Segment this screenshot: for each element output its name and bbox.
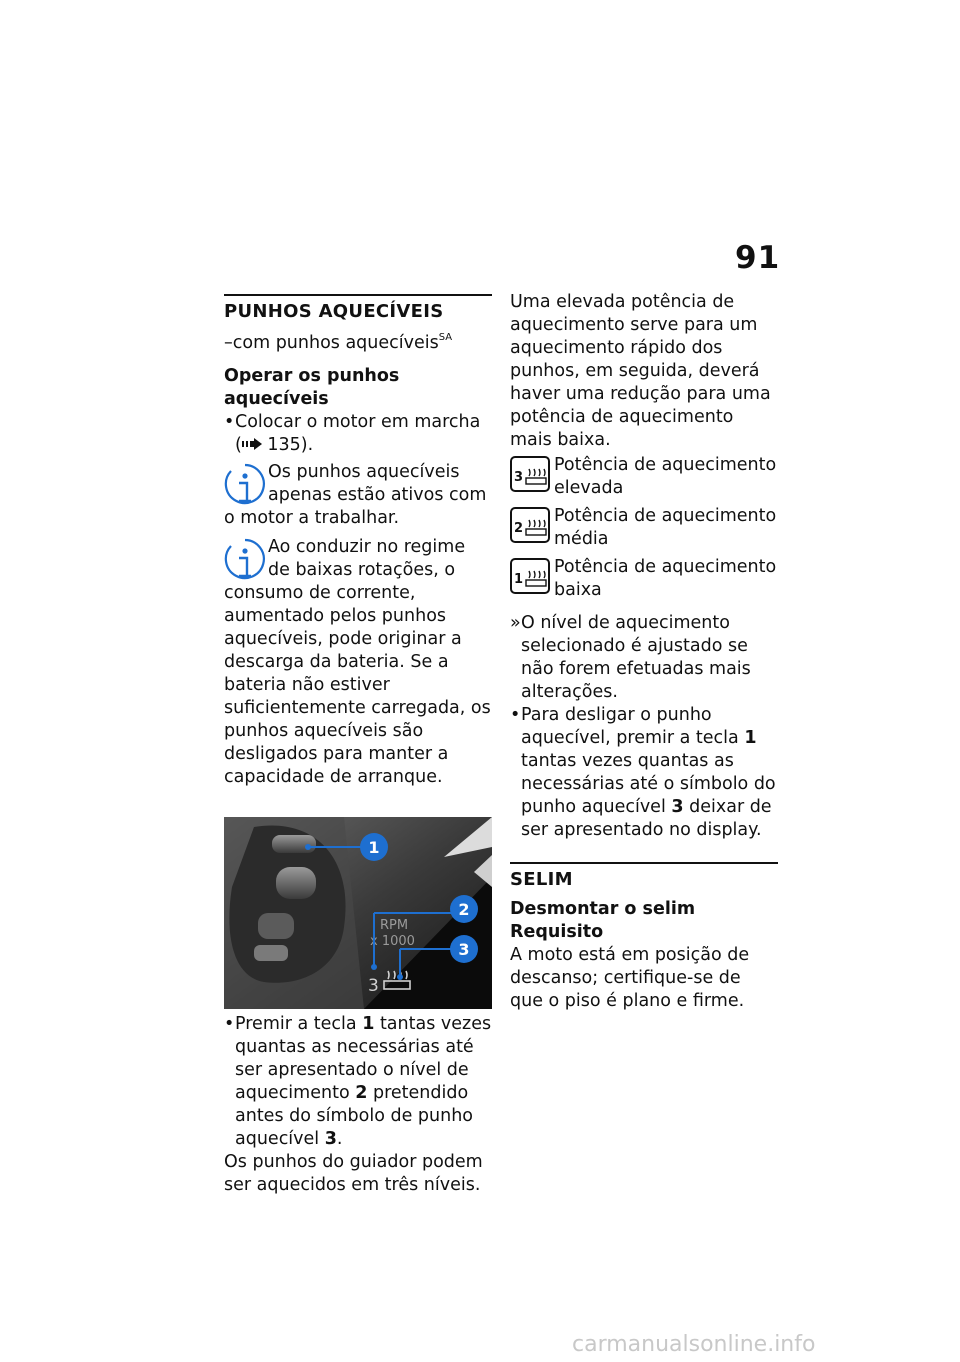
page-ref-arrow-icon xyxy=(242,435,262,455)
subtitle-line xyxy=(224,326,492,355)
handlebar-switch-figure xyxy=(224,817,492,1009)
heating-level-low xyxy=(510,556,778,602)
bullet-dot: • xyxy=(224,1014,235,1034)
heating-level-list xyxy=(510,454,778,602)
result-mark: » xyxy=(510,613,521,633)
bullet-switch-off: • Para desligar o punho aquecível, premir a tecla 1 tantas vezes quantas as necessárias até o símbolo do punho aquecível 3 deixar de ser apresentado no display. xyxy=(510,705,776,840)
bullet-dot: • xyxy=(510,705,521,725)
intro-paragraph: Uma elevada potência de aquecimento serve para um aquecimento rápido dos punhos, em seguida, deverá haver uma redução para uma potência de aquecimento mais baixa. xyxy=(510,292,771,450)
callout-1-label: 1 xyxy=(368,838,380,857)
heated-grip-level-3-icon xyxy=(510,456,550,492)
callout-2-label: 2 xyxy=(458,900,470,919)
info-note-engine-running: Os punhos aquecíveis apenas estão ativos com o motor a trabalhar. xyxy=(224,462,487,528)
svg-text:2: 2 xyxy=(514,521,524,536)
page-ref-text: 135). xyxy=(261,435,314,455)
rpm-label: RPM xyxy=(380,918,409,933)
bullet-dot: • xyxy=(224,412,235,432)
result-note: » O nível de aquecimento selecionado é ajustado se não forem efetuadas mais alterações. xyxy=(510,613,751,702)
remove-seat-heading: Desmontar o selim xyxy=(510,899,696,919)
bullet-press-button: • Premir a tecla 1 tantas vezes quantas as necessárias até ser apresentado o nível de aquecimento 2 pretendido antes do símbolo de punho aquecível 3. xyxy=(224,1014,492,1149)
watermark: carmanualsonline.info xyxy=(572,1332,816,1357)
subtitle-text: –com punhos aquecíveis xyxy=(224,333,439,353)
left-column xyxy=(224,294,492,1197)
callout-3-label: 3 xyxy=(458,940,470,959)
heated-grip-level-2-icon xyxy=(510,507,550,543)
right-column xyxy=(510,294,778,1013)
display-level-digit: 3 xyxy=(368,976,379,996)
bullet1-text: Colocar o motor em marcha xyxy=(235,412,481,432)
heating-level-high xyxy=(510,454,778,500)
rpm-unit: x 1000 xyxy=(370,934,415,949)
bullet-start-engine: • Colocar o motor em marcha ( 135). xyxy=(224,412,481,455)
three-levels-paragraph: Os punhos do guiador podem ser aquecidos em três níveis. xyxy=(224,1152,483,1195)
operate-heading: Operar os punhos aquecíveis xyxy=(224,366,400,409)
heating-level-medium-label: Potência de aquecimento média xyxy=(554,506,777,549)
heating-level-high-label: Potência de aquecimento elevada xyxy=(554,455,777,498)
svg-text:1: 1 xyxy=(514,572,524,587)
heating-level-medium xyxy=(510,505,778,551)
section-title-seat: SELIM xyxy=(510,862,778,892)
page-number: 91 xyxy=(735,240,781,276)
heated-grip-level-1-icon xyxy=(510,558,550,594)
figure-illustration xyxy=(224,817,492,1009)
prerequisite-heading: Requisito xyxy=(510,922,604,942)
info-icon xyxy=(224,538,266,582)
heating-level-low-label: Potência de aquecimento baixa xyxy=(554,557,777,600)
prerequisite-text: A moto está em posição de descanso; certifique-se de que o piso é plano e firme. xyxy=(510,945,750,1011)
section-title-heated-grips: PUNHOS AQUECÍVEIS xyxy=(224,294,492,324)
svg-text:3: 3 xyxy=(514,470,524,485)
optional-equipment-mark: SA xyxy=(438,332,453,343)
info-icon xyxy=(224,463,266,507)
info-note-battery: Ao conduzir no regime de baixas rotações, o consumo de corrente, aumentado pelos punhos aquecíveis, pode originar a descarga da bateria. Se a bateria não estiver suficientemente carregada, os punhos aquecíveis são desligados para manter a capacidade de arranque. xyxy=(224,537,491,787)
